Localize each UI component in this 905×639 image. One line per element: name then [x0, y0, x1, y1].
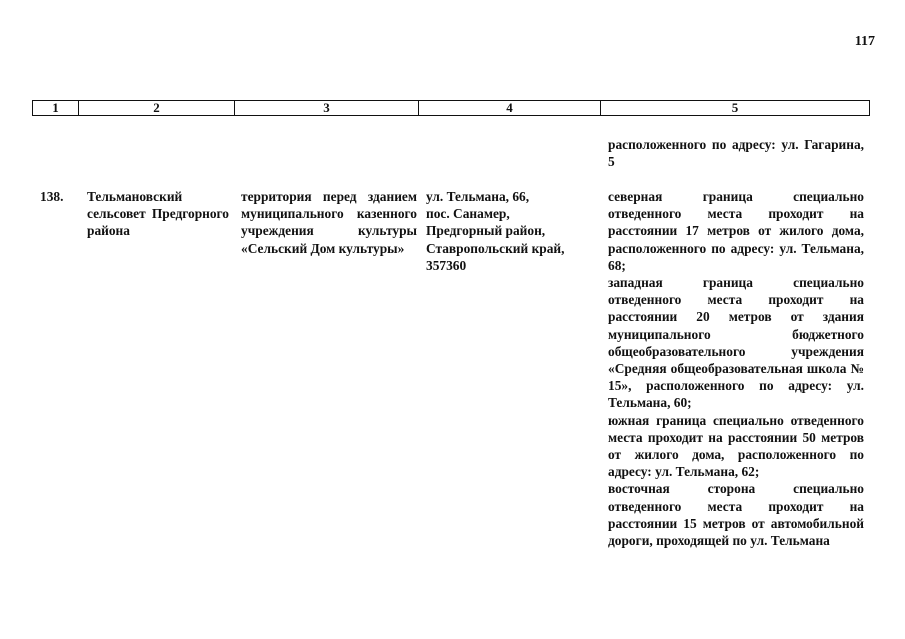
boundary-north: северная граница специально отведенного места проходит на расстоянии 17 метров от жилого дома, расположенного по адресу: ул. Тельмана, 68;	[608, 189, 864, 273]
territory-cell: территория перед зданием муниципального казенного учреждения культуры «Сельский Дом культуры»	[241, 189, 417, 256]
organization-cell: Тельмановский сельсовет Предгорного района	[87, 189, 229, 239]
table-header-row	[32, 100, 870, 116]
boundary-south: южная граница специально отведенного места проходит на расстоянии 50 метров от жилого дома, расположенного по адресу: ул. Тельмана, 62;	[608, 412, 864, 480]
header-col-1: 1	[33, 101, 79, 115]
address-line: пос. Санамер,	[426, 206, 510, 222]
header-col-3: 3	[235, 101, 419, 115]
continuation-text: расположенного по адресу: ул. Гагарина, 5	[608, 137, 864, 170]
address-cell	[426, 188, 596, 274]
address-line: Ставропольский край,	[426, 240, 565, 256]
address-line: ул. Тельмана, 66,	[426, 189, 530, 204]
row-number: 138.	[40, 189, 64, 204]
boundary-west: западная граница специально отведенного места проходит на расстоянии 20 метров от здания муниципального бюджетного общеобразовательного учреждения «Средняя общеобразовательная школа № 15», расположенного по адресу: ул. Тельмана, 60;	[608, 275, 864, 411]
address-line: Предгорный район,	[426, 223, 546, 239]
header-col-2: 2	[79, 101, 235, 115]
page-number: 117	[854, 34, 875, 49]
header-col-5: 5	[731, 100, 739, 115]
boundaries-cell	[608, 188, 864, 549]
address-line: 357360	[426, 257, 467, 273]
header-col-4: 4	[419, 101, 601, 115]
boundary-east: восточная сторона специально отведенного места проходит на расстоянии 15 метров от автомобильной дороги, проходящей по ул. Тельмана	[608, 481, 864, 549]
